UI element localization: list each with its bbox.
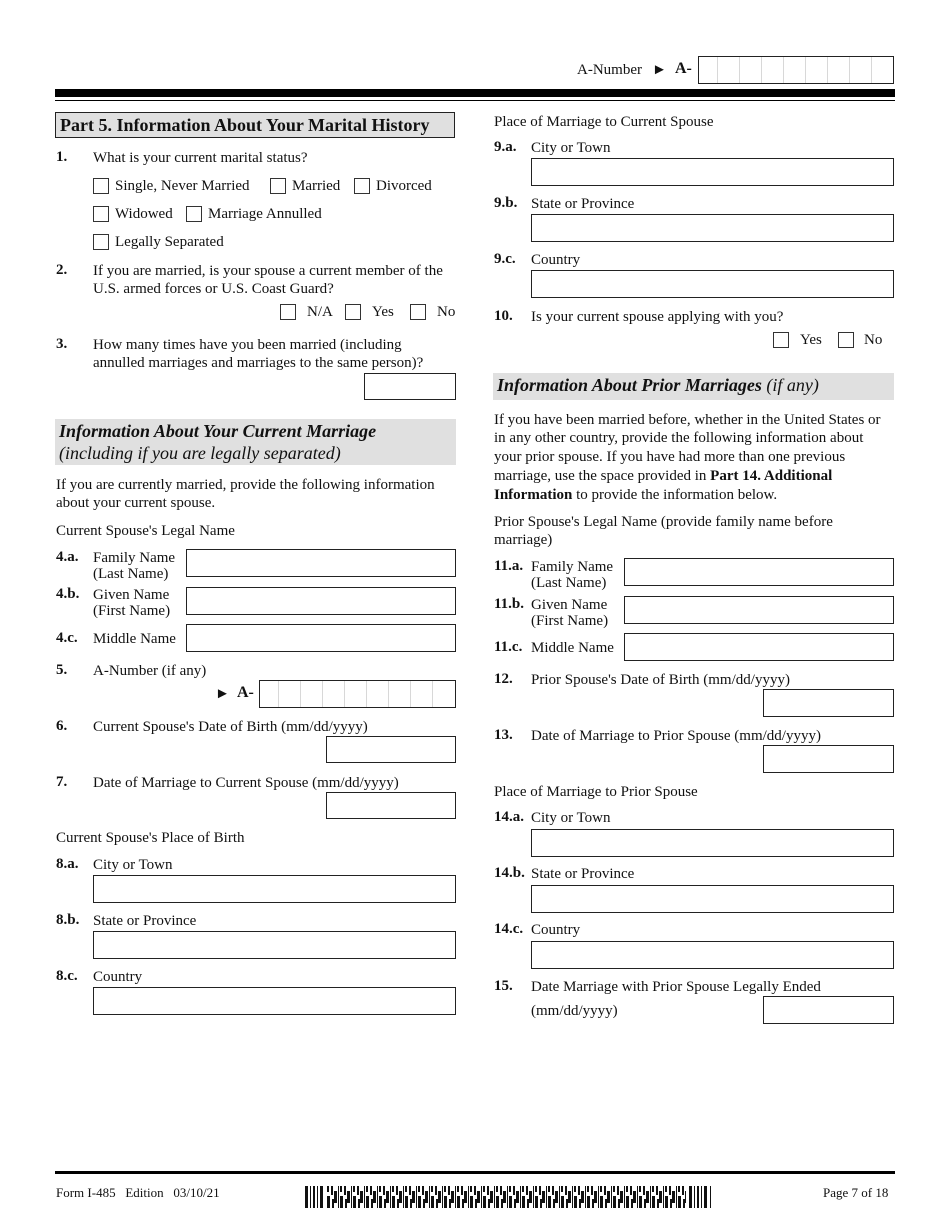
birth-country-input[interactable]	[93, 987, 456, 1015]
q9a-label: City or Town	[531, 140, 611, 156]
single-label: Single, Never Married	[115, 178, 250, 194]
footer-form-id: Form I-485 Edition 03/10/21	[56, 1185, 220, 1200]
q9a-number: 9.a.	[494, 139, 517, 155]
q6-number: 6.	[56, 718, 68, 734]
q9b-number: 9.b.	[494, 195, 518, 211]
q14b-number: 14.b.	[494, 865, 525, 881]
q6-text: Current Spouse's Date of Birth (mm/dd/yyyy)	[93, 719, 368, 735]
annulled-checkbox[interactable]	[186, 206, 202, 222]
q2-number: 2.	[56, 262, 68, 278]
prior-intro-line1: If you have been married before, whether in the United States or	[494, 412, 881, 428]
divorced-checkbox[interactable]	[354, 178, 370, 194]
part5-title-box	[55, 112, 455, 138]
q15-text-line1: Date Marriage with Prior Spouse Legally Ended	[531, 979, 821, 995]
prior-marriages-title-suffix: (if any)	[766, 375, 819, 395]
prior-intro-line5-text: to provide the information below.	[572, 487, 778, 503]
q7-text: Date of Marriage to Current Spouse (mm/dd/yyyy)	[93, 775, 399, 791]
armed-yes-checkbox[interactable]	[345, 304, 361, 320]
prior-name-label-line1: Prior Spouse's Legal Name (provide family name before	[494, 514, 833, 530]
spouse-middle-name-input[interactable]	[186, 624, 456, 652]
q5-arrow-icon: ►	[215, 686, 230, 702]
marriage-country-input[interactable]	[531, 270, 894, 298]
current-spouse-name-label: Current Spouse's Legal Name	[56, 523, 235, 539]
armed-na-label: N/A	[307, 304, 333, 320]
applying-no-label: No	[864, 332, 883, 348]
armed-na-checkbox[interactable]	[280, 304, 296, 320]
header-rule-thick	[55, 89, 895, 97]
q3-text-line1: How many times have you been married (including	[93, 337, 402, 353]
q11b-label-line2: (First Name)	[531, 613, 609, 629]
q11c-number: 11.c.	[494, 639, 523, 655]
q10-text: Is your current spouse applying with you?	[531, 309, 784, 325]
birth-state-input[interactable]	[93, 931, 456, 959]
q2-text-line2: U.S. armed forces or U.S. Coast Guard?	[93, 281, 334, 297]
marriage-city-input[interactable]	[531, 158, 894, 186]
q8b-label: State or Province	[93, 913, 197, 929]
part5-title: Part 5. Information About Your Marital History	[60, 115, 430, 135]
prior-intro-line5-bold: Information	[494, 487, 573, 503]
q4a-label-line1: Family Name	[93, 550, 176, 566]
q11c-label: Middle Name	[531, 640, 614, 656]
applying-yes-checkbox[interactable]	[773, 332, 789, 348]
widowed-checkbox[interactable]	[93, 206, 109, 222]
q11a-label-line2: (Last Name)	[531, 575, 607, 591]
q4b-label-line2: (First Name)	[93, 603, 171, 619]
current-marriage-intro-line2: about your current spouse.	[56, 495, 216, 511]
prior-intro-line5	[494, 486, 777, 504]
prior-intro-line4-text: marriage, use the space provided in	[494, 468, 711, 484]
spouse-family-name-input[interactable]	[186, 549, 456, 577]
marriage-state-input[interactable]	[531, 214, 894, 242]
q4a-number: 4.a.	[56, 549, 79, 565]
q9c-label: Country	[531, 252, 581, 268]
q8c-number: 8.c.	[56, 968, 78, 984]
armed-no-checkbox[interactable]	[410, 304, 426, 320]
q5-prefix: A-	[237, 684, 254, 701]
q8a-number: 8.a.	[56, 856, 79, 872]
current-marriage-header	[55, 419, 456, 465]
prior-intro-line4-bold: Part 14. Additional	[710, 468, 833, 484]
q11a-label-line1: Family Name	[531, 559, 614, 575]
q3-number: 3.	[56, 336, 68, 352]
marriage-date-input[interactable]	[326, 792, 456, 819]
arrow-icon: ►	[652, 62, 667, 78]
marriage-ended-date-input[interactable]	[763, 996, 894, 1024]
prior-marriages-header	[493, 373, 894, 400]
q14b-label: State or Province	[531, 866, 635, 882]
q4a-label-line2: (Last Name)	[93, 566, 169, 582]
q11b-number: 11.b.	[494, 596, 525, 612]
widowed-label: Widowed	[115, 206, 173, 222]
current-marriage-subtitle: (including if you are legally separated)	[59, 443, 341, 463]
q8b-number: 8.b.	[56, 912, 80, 928]
q13-number: 13.	[494, 727, 513, 743]
q1-number: 1.	[56, 149, 68, 165]
married-checkbox[interactable]	[270, 178, 286, 194]
annulled-label: Marriage Annulled	[208, 206, 322, 222]
prior-dob-input[interactable]	[763, 689, 894, 717]
married-label: Married	[292, 178, 341, 194]
q14a-label: City or Town	[531, 810, 611, 826]
armed-yes-label: Yes	[372, 304, 394, 320]
header-a-number-input[interactable]	[698, 56, 894, 84]
q11b-label-line1: Given Name	[531, 597, 608, 613]
prior-state-input[interactable]	[531, 885, 894, 913]
marriage-place-label: Place of Marriage to Current Spouse	[494, 114, 714, 130]
spouse-a-number-input[interactable]	[259, 680, 456, 708]
spouse-birth-place-label: Current Spouse's Place of Birth	[56, 830, 245, 846]
prior-marriage-date-input[interactable]	[763, 745, 894, 773]
prior-marriages-title: Information About Prior Marriages	[497, 375, 762, 395]
q13-text: Date of Marriage to Prior Spouse (mm/dd/yyyy)	[531, 728, 821, 744]
prior-intro-line4	[494, 467, 832, 485]
q14c-label: Country	[531, 922, 581, 938]
footer-page-number: Page 7 of 18	[823, 1185, 889, 1200]
prior-family-name-input[interactable]	[624, 558, 894, 586]
q14a-number: 14.a.	[494, 809, 524, 825]
footer-rule	[55, 1171, 895, 1174]
q4b-number: 4.b.	[56, 586, 80, 602]
q10-number: 10.	[494, 308, 513, 324]
q8a-label: City or Town	[93, 857, 173, 873]
q9b-label: State or Province	[531, 196, 635, 212]
barcode-icon	[305, 1186, 713, 1208]
q2-text-line1: If you are married, is your spouse a current member of the	[93, 263, 443, 279]
prior-intro-line2: in any other country, provide the following information about	[494, 430, 864, 446]
prior-place-label: Place of Marriage to Prior Spouse	[494, 784, 698, 800]
prior-middle-name-input[interactable]	[624, 633, 894, 661]
armed-no-label: No	[437, 304, 456, 320]
separated-checkbox[interactable]	[93, 234, 109, 250]
single-checkbox[interactable]	[93, 178, 109, 194]
prior-intro-line3: your prior spouse. If you have had more than one previous	[494, 449, 846, 465]
separated-label: Legally Separated	[115, 234, 224, 250]
header-rule-thin	[55, 100, 895, 101]
q11a-number: 11.a.	[494, 558, 524, 574]
q4c-label: Middle Name	[93, 631, 176, 647]
applying-no-checkbox[interactable]	[838, 332, 854, 348]
applying-yes-label: Yes	[800, 332, 822, 348]
a-number-prefix: A-	[675, 60, 692, 77]
birth-city-input[interactable]	[93, 875, 456, 903]
spouse-given-name-input[interactable]	[186, 587, 456, 615]
q4c-number: 4.c.	[56, 630, 78, 646]
q12-number: 12.	[494, 671, 513, 687]
q15-text-line2: (mm/dd/yyyy)	[531, 1003, 618, 1019]
q1-text: What is your current marital status?	[93, 150, 308, 166]
prior-country-input[interactable]	[531, 941, 894, 969]
q5-number: 5.	[56, 662, 68, 678]
q3-text-line2: annulled marriages and marriages to the same person)?	[93, 355, 424, 371]
a-number-label: A-Number	[577, 62, 642, 78]
prior-given-name-input[interactable]	[624, 596, 894, 624]
q9c-number: 9.c.	[494, 251, 516, 267]
q15-number: 15.	[494, 978, 513, 994]
current-marriage-intro-line1: If you are currently married, provide the following information	[56, 477, 435, 493]
spouse-dob-input[interactable]	[326, 736, 456, 763]
prior-name-label-line2: marriage)	[494, 532, 553, 548]
q5-text: A-Number (if any)	[93, 663, 207, 679]
q14c-number: 14.c.	[494, 921, 524, 937]
times-married-input[interactable]	[364, 373, 456, 400]
q4b-label-line1: Given Name	[93, 587, 170, 603]
current-marriage-title: Information About Your Current Marriage	[59, 421, 377, 441]
q8c-label: Country	[93, 969, 143, 985]
q7-number: 7.	[56, 774, 68, 790]
divorced-label: Divorced	[376, 178, 432, 194]
prior-city-input[interactable]	[531, 829, 894, 857]
prior-marriages-title-row	[497, 375, 819, 396]
q12-text: Prior Spouse's Date of Birth (mm/dd/yyyy)	[531, 672, 790, 688]
